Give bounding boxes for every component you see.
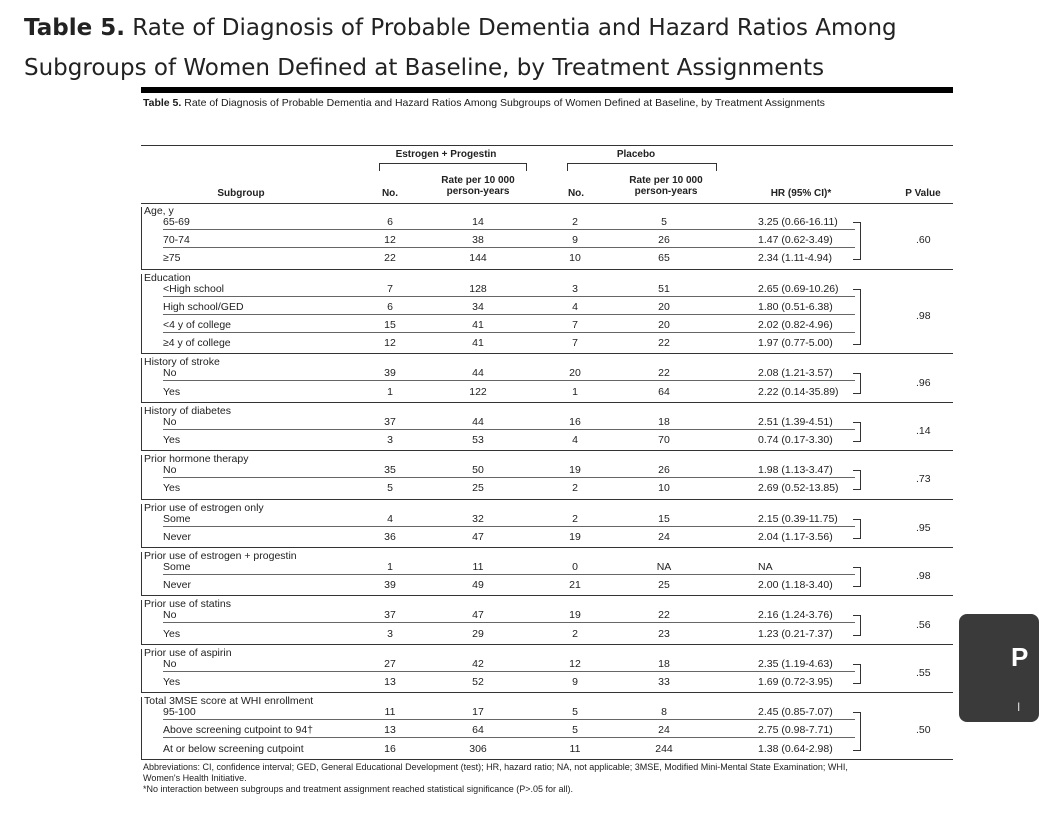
hr-cell: 3.25 (0.66-16.11)	[758, 216, 838, 228]
pvalue-cell: .98	[916, 309, 931, 322]
group-separator	[141, 450, 953, 451]
pl-count-cell: 9	[572, 234, 578, 247]
hr-cell: 2.02 (0.82-4.96)	[758, 319, 833, 331]
ep-rate-cell: 17	[472, 706, 484, 719]
pl-count-cell: 19	[569, 609, 581, 622]
pl-count-cell: 3	[572, 282, 578, 295]
group-label: Education	[144, 271, 191, 284]
pl-count-cell: 12	[569, 657, 581, 670]
header-pvalue: P Value	[905, 188, 941, 199]
row-underline	[163, 737, 855, 738]
ep-count-cell: 1	[387, 385, 393, 398]
ep-rate-cell: 42	[472, 657, 484, 670]
ep-count-cell: 13	[384, 676, 396, 688]
ep-rate-cell: 47	[472, 609, 484, 622]
ep-rate-cell: 41	[472, 319, 484, 331]
header-placebo: Placebo	[616, 149, 656, 160]
ep-rate-cell: 52	[472, 676, 484, 688]
group-separator	[141, 499, 953, 500]
side-card[interactable]	[959, 614, 1039, 722]
ep-count-cell: 6	[387, 300, 393, 313]
ep-count-cell: 12	[384, 234, 396, 247]
ep-count-cell: 16	[384, 742, 396, 755]
ep-count-cell: 36	[384, 530, 396, 543]
pl-rate-cell: 22	[658, 609, 670, 622]
group-left-rule	[141, 274, 142, 354]
subgroup-cell: Some	[163, 512, 191, 525]
group-left-rule	[141, 552, 142, 595]
subgroup-cell: <4 y of college	[163, 319, 232, 331]
hr-cell: 0.74 (0.17-3.30)	[758, 434, 833, 446]
footnote: Abbreviations: CI, confidence interval; GED, General Educational Development (test); HR, hazard ratio; NA, not applicable; 3MSE, Modified Mini-Mental State Examination; WHI,	[143, 761, 848, 772]
ep-count-cell: 13	[384, 724, 396, 737]
ep-rate-cell: 29	[472, 627, 484, 640]
pl-count-cell: 16	[569, 415, 581, 428]
group-left-rule	[141, 207, 142, 269]
ep-rate-cell: 144	[469, 252, 487, 265]
group-left-rule	[141, 649, 142, 692]
ep-rate-cell: 41	[472, 337, 484, 350]
hr-cell: 2.00 (1.18-3.40)	[758, 579, 833, 592]
subgroup-cell: Some	[163, 561, 191, 573]
header-hr: HR (95% CI)*	[770, 188, 832, 199]
page-title: Table 5. Rate of Diagnosis of Probable Dementia and Hazard Ratios Among Subgroups of Women Defined at Baseline, by Treatment Assignments	[24, 15, 897, 81]
pl-rate-cell: 26	[658, 464, 670, 477]
ep-rate-cell: 128	[469, 282, 487, 295]
subgroup-cell: No	[163, 464, 177, 477]
pvalue-cell: .50	[916, 724, 931, 737]
header-subgroup: Subgroup	[217, 188, 265, 199]
ep-rate-cell: 32	[472, 512, 484, 525]
ep-count-cell: 6	[387, 216, 393, 228]
pl-rate-cell: 22	[658, 367, 670, 380]
ep-count-cell: 37	[384, 415, 396, 428]
pl-count-cell: 2	[572, 627, 578, 640]
ep-rate-cell: 38	[472, 234, 484, 247]
ep-count-cell: 39	[384, 367, 396, 380]
ep-count-cell: 3	[387, 434, 393, 446]
subgroup-cell: ≥75	[163, 252, 181, 265]
ep-count-cell: 1	[387, 561, 393, 573]
header-rate-ep: Rate per 10 000 person-years	[441, 175, 515, 197]
row-underline	[163, 296, 855, 297]
pl-rate-cell: 26	[658, 234, 670, 247]
ep-count-cell: 39	[384, 579, 396, 592]
ep-rate-cell: 306	[469, 742, 487, 755]
table-row	[141, 252, 953, 267]
hr-cell: 1.47 (0.62-3.49)	[758, 234, 833, 247]
footnote: Women's Health Initiative.	[143, 772, 247, 783]
ep-count-cell: 5	[387, 482, 393, 495]
pvalue-cell: .98	[916, 570, 931, 583]
pl-rate-cell: 15	[658, 512, 670, 525]
pl-rate-cell: 23	[658, 627, 670, 640]
row-underline	[163, 332, 855, 333]
group-separator	[141, 547, 953, 548]
row-underline	[163, 671, 855, 672]
group-separator	[141, 759, 953, 760]
group-separator	[141, 269, 953, 270]
ep-rate-cell: 44	[472, 367, 484, 380]
row-underline	[163, 477, 855, 478]
header-no-ep: No.	[381, 188, 399, 199]
pl-rate-cell: 24	[658, 724, 670, 737]
subgroup-cell: <High school	[163, 282, 224, 295]
hr-cell: 2.16 (1.24-3.76)	[758, 609, 833, 622]
pvalue-cell: .56	[916, 618, 931, 631]
table-row	[141, 579, 953, 594]
row-underline	[163, 380, 855, 381]
ep-rate-cell: 34	[472, 300, 484, 313]
ep-count-cell: 7	[387, 282, 393, 295]
hr-cell: 2.22 (0.14-35.89)	[758, 385, 839, 398]
pvalue-brace	[853, 470, 861, 490]
pl-rate-cell: 5	[661, 216, 667, 228]
group-separator	[141, 644, 953, 645]
table-figure	[141, 87, 953, 818]
table-row	[141, 434, 953, 449]
pl-count-cell: 9	[572, 676, 578, 688]
group-label: Prior use of aspirin	[144, 646, 232, 659]
pl-rate-cell: NA	[656, 561, 672, 573]
header-bottom-rule	[141, 203, 953, 204]
subgroup-cell: Yes	[163, 434, 181, 446]
ep-rate-cell: 14	[472, 216, 484, 228]
header-no-pl: No.	[567, 188, 585, 199]
ep-rate-cell: 47	[472, 530, 484, 543]
subgroup-cell: At or below screening cutpoint	[163, 742, 304, 755]
pvalue-cell: .55	[916, 666, 931, 679]
ep-rate-cell: 64	[472, 724, 484, 737]
pl-count-cell: 2	[572, 512, 578, 525]
row-underline	[163, 229, 855, 230]
pl-count-cell: 10	[569, 252, 581, 265]
hr-cell: 2.75 (0.98-7.71)	[758, 724, 833, 737]
group-label: History of diabetes	[144, 404, 231, 417]
pl-count-cell: 5	[572, 724, 578, 737]
group-left-rule	[141, 504, 142, 547]
hr-cell: 2.45 (0.85-7.07)	[758, 706, 833, 719]
row-underline	[163, 247, 855, 248]
pvalue-cell: .14	[916, 424, 931, 437]
group-label: Prior use of estrogen + progestin	[144, 550, 297, 562]
pvalue-brace	[853, 289, 861, 346]
pl-rate-cell: 64	[658, 385, 670, 398]
row-underline	[163, 314, 855, 315]
pvalue-brace	[853, 373, 861, 393]
group-left-rule	[141, 697, 142, 759]
table-row	[141, 337, 953, 352]
subgroup-cell: Never	[163, 530, 192, 543]
footnote: *No interaction between subgroups and treatment assignment reached statistical significance (P>.05 for all).	[143, 783, 573, 794]
hr-cell: 2.65 (0.69-10.26)	[758, 282, 839, 295]
table-caption: Table 5. Rate of Diagnosis of Probable Dementia and Hazard Ratios Among Subgroups of Women Defined at Baseline, by Treatment Assignments	[143, 97, 825, 109]
pvalue-cell: .60	[916, 234, 931, 247]
subgroup-cell: Yes	[163, 482, 181, 495]
row-underline	[163, 574, 855, 575]
group-label: History of stroke	[144, 356, 220, 369]
subgroup-cell: Yes	[163, 676, 181, 688]
hr-cell: 2.15 (0.39-11.75)	[758, 512, 838, 525]
pl-count-cell: 4	[572, 300, 578, 313]
group-label: Age, y	[144, 205, 174, 217]
group-left-rule	[141, 358, 142, 401]
ep-rate-cell: 11	[472, 561, 484, 573]
ep-rate-cell: 49	[472, 579, 484, 592]
pl-rate-cell: 18	[658, 415, 670, 428]
subgroup-cell: 70-74	[163, 234, 190, 247]
group-separator	[141, 402, 953, 403]
ep-rate-cell: 122	[469, 385, 487, 398]
subgroup-cell: Never	[163, 579, 192, 592]
pl-count-cell: 19	[569, 530, 581, 543]
pvalue-cell: .95	[916, 521, 931, 534]
row-underline	[163, 429, 855, 430]
ep-count-cell: 35	[384, 464, 396, 477]
ep-rate-cell: 25	[472, 482, 484, 495]
row-underline	[163, 526, 855, 527]
pl-rate-cell: 10	[658, 482, 670, 495]
header-top-rule	[141, 145, 953, 146]
header-bracket-pl	[567, 163, 717, 171]
pl-rate-cell: 33	[658, 676, 670, 688]
pl-rate-cell: 65	[658, 252, 670, 265]
hr-cell: 1.38 (0.64-2.98)	[758, 742, 833, 755]
table-row	[141, 531, 953, 546]
ep-count-cell: 11	[384, 706, 396, 719]
pvalue-brace	[853, 712, 861, 750]
hr-cell: 2.08 (1.21-3.57)	[758, 367, 833, 380]
pl-rate-cell: 25	[658, 579, 670, 592]
hr-cell: NA	[758, 561, 773, 573]
hr-cell: 2.04 (1.17-3.56)	[758, 530, 833, 543]
hr-cell: 2.34 (1.11-4.94)	[758, 252, 832, 265]
group-label: Prior use of estrogen only	[144, 501, 264, 514]
group-label: Prior use of statins	[144, 598, 231, 611]
hr-cell: 2.35 (1.19-4.63)	[758, 657, 833, 670]
table-row	[141, 743, 953, 758]
pl-rate-cell: 70	[658, 434, 670, 446]
pl-rate-cell: 20	[658, 300, 670, 313]
header-rate-pl: Rate per 10 000 person-years	[629, 175, 703, 197]
side-card-letter: P	[1011, 642, 1029, 672]
hr-cell: 1.97 (0.77-5.00)	[758, 337, 833, 350]
pl-rate-cell: 51	[658, 282, 670, 295]
ep-count-cell: 27	[384, 657, 396, 670]
ep-rate-cell: 50	[472, 464, 484, 477]
group-label: Total 3MSE score at WHI enrollment	[144, 695, 314, 708]
ep-count-cell: 15	[384, 319, 396, 331]
ep-count-cell: 12	[384, 337, 396, 350]
ep-rate-cell: 53	[472, 434, 484, 446]
group-separator	[141, 595, 953, 596]
hr-cell: 1.80 (0.51-6.38)	[758, 300, 833, 313]
pl-count-cell: 19	[569, 464, 581, 477]
subgroup-cell: No	[163, 609, 177, 622]
subgroup-cell: No	[163, 657, 177, 670]
pvalue-brace	[853, 615, 861, 635]
group-separator	[141, 353, 953, 354]
pl-count-cell: 21	[569, 579, 581, 592]
hr-cell: 1.23 (0.21-7.37)	[758, 627, 833, 640]
ep-count-cell: 22	[384, 252, 396, 265]
subgroup-cell: 95-100	[163, 706, 196, 719]
table-row	[141, 628, 953, 643]
side-card-caption: I	[1017, 700, 1021, 714]
pl-rate-cell: 20	[658, 319, 670, 331]
header-bracket-ep	[379, 163, 527, 171]
pl-count-cell: 4	[572, 434, 578, 446]
pvalue-brace	[853, 567, 861, 587]
ep-rate-cell: 44	[472, 415, 484, 428]
pvalue-cell: .96	[916, 376, 931, 389]
pl-count-cell: 20	[569, 367, 581, 380]
ep-count-cell: 4	[387, 512, 393, 525]
pl-rate-cell: 24	[658, 530, 670, 543]
row-underline	[163, 719, 855, 720]
table-row	[141, 386, 953, 401]
pl-count-cell: 1	[572, 385, 578, 398]
subgroup-cell: No	[163, 367, 177, 380]
pl-rate-cell: 18	[658, 657, 670, 670]
hr-cell: 1.98 (1.13-3.47)	[758, 464, 833, 477]
row-underline	[163, 622, 855, 623]
ep-count-cell: 37	[384, 609, 396, 622]
group-left-rule	[141, 455, 142, 498]
pl-count-cell: 5	[572, 706, 578, 719]
pvalue-cell: .73	[916, 473, 931, 486]
subgroup-cell: Yes	[163, 385, 181, 398]
hr-cell: 1.69 (0.72-3.95)	[758, 676, 833, 688]
group-left-rule	[141, 407, 142, 450]
subgroup-cell: 65-69	[163, 216, 190, 228]
subgroup-cell: High school/GED	[163, 300, 244, 313]
group-separator	[141, 692, 953, 693]
pl-count-cell: 7	[572, 337, 578, 350]
pl-count-cell: 2	[572, 482, 578, 495]
group-left-rule	[141, 600, 142, 643]
hr-cell: 2.69 (0.52-13.85)	[758, 482, 839, 495]
pl-count-cell: 0	[572, 561, 578, 573]
pvalue-brace	[853, 222, 861, 260]
ep-count-cell: 3	[387, 627, 393, 640]
subgroup-cell: Above screening cutpoint to 94†	[163, 724, 314, 737]
group-label: Prior hormone therapy	[144, 453, 249, 466]
pvalue-brace	[853, 422, 861, 442]
subgroup-cell: Yes	[163, 627, 181, 640]
pl-count-cell: 2	[572, 216, 578, 228]
pvalue-brace	[853, 664, 861, 684]
subgroup-cell: No	[163, 415, 177, 428]
pvalue-brace	[853, 519, 861, 539]
hr-cell: 2.51 (1.39-4.51)	[758, 415, 833, 428]
pl-count-cell: 7	[572, 319, 578, 331]
header-estrogen-progestin: Estrogen + Progestin	[395, 149, 497, 160]
table-row	[141, 676, 953, 691]
pl-rate-cell: 244	[655, 742, 673, 755]
pl-count-cell: 11	[569, 742, 581, 755]
pl-rate-cell: 22	[658, 337, 670, 350]
table-row	[141, 482, 953, 497]
pl-rate-cell: 8	[661, 706, 667, 719]
subgroup-cell: ≥4 y of college	[163, 337, 231, 350]
